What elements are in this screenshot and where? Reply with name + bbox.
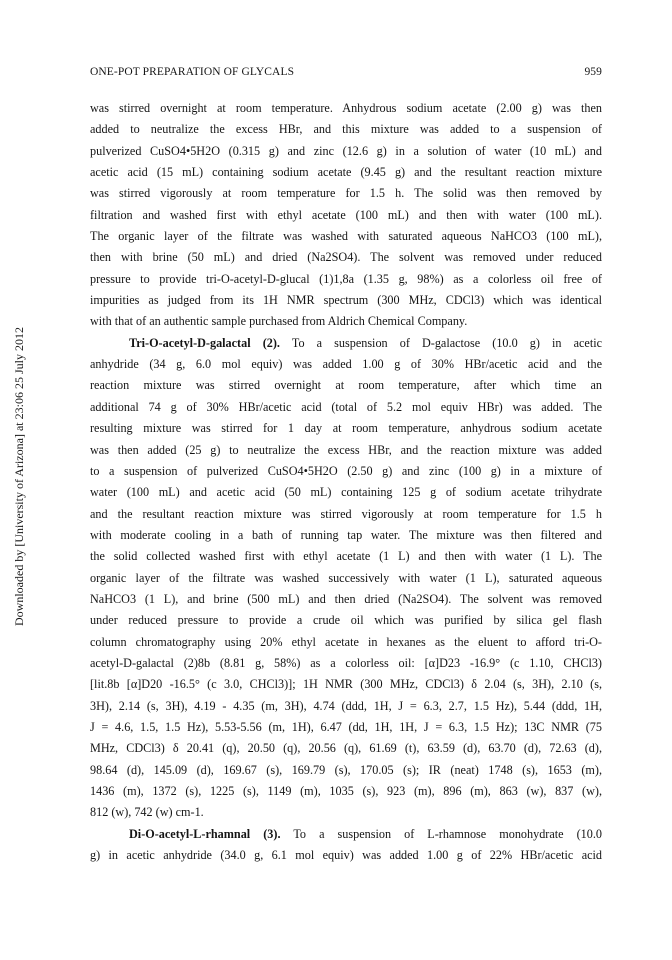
body-text-line: [90, 845, 602, 866]
body-text-line: [90, 760, 602, 781]
body-text-line: [90, 482, 602, 503]
line-text: acetic acid (15 mL) containing sodium acetate (9.45 g) and the resultant reaction mixture: [90, 165, 602, 180]
line-text: and the resultant reaction mixture was stirred vigorously at room temperature for 1.5 h: [90, 506, 602, 521]
body-text-line: [90, 504, 602, 525]
line-text: 3H), 2.14 (s, 3H), 4.19 - 4.35 (m, 3H), 4.74 (ddd, 1H, J = 6.3, 2.7, 1.5 Hz), 5.44 (ddd, 1H,: [90, 698, 602, 713]
line-text: organic layer of the filtrate was washed successively with water (1 L), saturated aqueous: [90, 570, 602, 585]
line-text: 812 (w), 742 (w) cm-1.: [90, 805, 204, 820]
line-text: NaHCO3 (1 L), and brine (500 mL) and then dried (Na2SO4). The solvent was removed: [90, 591, 602, 606]
body-text-line: [90, 375, 602, 396]
body-text-line: [90, 162, 602, 183]
line-text: was then added (25 g) to neutralize the excess HBr, and the reaction mixture was added: [90, 442, 602, 457]
download-watermark: Downloaded by [University of Arizona] at 23:06 25 July 2012: [12, 327, 26, 626]
body-text-line: [90, 311, 602, 332]
line-text: [lit.8b [α]D20 -16.5° (c 3.0, CHCl3)]; 1H NMR (300 MHz, CDCl3) δ 2.04 (s, 3H), 2.10 (s,: [90, 677, 602, 692]
compound-heading: Tri-O-acetyl-D-galactal (2).: [129, 335, 280, 350]
line-text: filtration and washed first with ethyl acetate (100 mL) and then with water (100 mL).: [90, 207, 602, 222]
line-text: with that of an authentic sample purchased from Aldrich Chemical Company.: [90, 314, 468, 329]
body-text-line: [90, 632, 602, 653]
body-text-line: [90, 696, 602, 717]
compound-heading: Di-O-acetyl-L-rhamnal (3).: [129, 826, 281, 841]
line-text: 98.64 (d), 145.09 (d), 169.67 (s), 169.79 (s), 170.05 (s); IR (neat) 1748 (s), 1653 (m),: [90, 762, 602, 777]
body-text-line: [90, 568, 602, 589]
body-text-line: [90, 653, 602, 674]
body-text-line: [90, 290, 602, 311]
body-text-line: [90, 141, 602, 162]
body-text-line: [90, 226, 602, 247]
line-text: was stirred overnight at room temperature. Anhydrous sodium acetate (2.00 g) was then: [90, 101, 602, 115]
body-text-line: [90, 269, 602, 290]
body-text-line: [90, 205, 602, 226]
body-text-line: [90, 119, 602, 140]
line-text: impurities as judged from its 1H NMR spectrum (300 MHz, CDCl3) which was identical: [90, 293, 602, 308]
running-header: [90, 66, 602, 82]
line-text: g) in acetic anhydride (34.0 g, 6.1 mol equiv) was added 1.00 g of 22% HBr/acetic acid: [90, 848, 602, 863]
body-text-line: [90, 610, 602, 631]
line-text: resulting mixture was stirred for 1 day at room temperature, anhydrous sodium acetate: [90, 421, 602, 436]
body-text-line: [90, 738, 602, 759]
body-text-line: [90, 397, 602, 418]
body-text-line: [90, 418, 602, 439]
body-text-line: [90, 440, 602, 461]
line-text: was stirred vigorously at room temperature for 1.5 h. The solid was then removed by: [90, 186, 602, 201]
body-text-line: [90, 674, 602, 695]
line-text: with moderate cooling in a bath of running tap water. The mixture was then filtered and: [90, 527, 602, 542]
body-text: [90, 98, 602, 866]
body-text-line: [90, 802, 602, 823]
line-text: To a suspension of D-galactose (10.0 g) in acetic: [279, 335, 603, 350]
line-text: J = 4.6, 1.5, 1.5 Hz), 5.53-5.56 (m, 1H), 6.47 (dd, 1H, 1H, J = 6.3, 1.5 Hz); 13C NMR (75: [90, 719, 602, 734]
line-text: The organic layer of the filtrate was washed with saturated aqueous NaHCO3 (100 mL),: [90, 229, 602, 244]
line-text: pulverized CuSO4•5H2O (0.315 g) and zinc (12.6 g) in a solution of water (10 mL) and: [90, 143, 602, 158]
line-text: under reduced pressure to provide a crude oil which was purified by silica gel flash: [90, 613, 602, 628]
line-text: reaction mixture was stirred overnight at room temperature, after which time an: [90, 378, 602, 393]
line-text: anhydride (34 g, 6.0 mol equiv) was added 1.00 g of 30% HBr/acetic acid and the: [90, 357, 602, 372]
line-text: 1436 (m), 1372 (s), 1225 (s), 1149 (m), 1035 (s), 923 (m), 896 (m), 863 (w), 837 (w),: [90, 784, 602, 798]
section-heading-line: [90, 333, 602, 354]
line-text: the solid collected washed first with ethyl acetate (1 L) and then with water (1 L). The: [90, 549, 602, 564]
line-text: added to neutralize the excess HBr, and this mixture was added to a suspension of: [90, 122, 602, 137]
line-text: to a suspension of pulverized CuSO4•5H2O (2.50 g) and zinc (100 g) in a mixture of: [90, 463, 602, 478]
running-title: ONE-POT PREPARATION OF GLYCALS: [90, 66, 295, 78]
line-text: column chromatography using 20% ethyl acetate in hexanes as the eluent to afford tri-O-: [90, 634, 602, 649]
body-text-line: [90, 461, 602, 482]
body-text-line: [90, 183, 602, 204]
body-text-line: [90, 98, 602, 119]
line-text: pressure to provide tri-O-acetyl-D-glucal (1)1,8a (1.35 g, 98%) as a colorless oil free of: [90, 271, 602, 286]
section-heading-line: [90, 824, 602, 845]
line-text: MHz, CDCl3) δ 20.41 (q), 20.50 (q), 20.56 (q), 61.69 (t), 63.59 (d), 63.70 (d), 72.63 (d),: [90, 741, 602, 756]
line-text: water (100 mL) and acetic acid (50 mL) containing 125 g of sodium acetate trihydrate: [90, 485, 602, 500]
line-text: acetyl-D-galactal (2)8b (8.81 g, 58%) as a colorless oil: [α]D23 -16.9° (c 1.10, CHCl3): [90, 655, 602, 670]
body-text-line: [90, 589, 602, 610]
body-text-line: [90, 525, 602, 546]
body-text-line: [90, 247, 602, 268]
body-text-line: [90, 717, 602, 738]
line-text: then with brine (50 mL) and dried (Na2SO4). The solvent was removed under reduced: [90, 250, 602, 265]
body-text-line: [90, 781, 602, 802]
line-text: additional 74 g of 30% HBr/acetic acid (total of 5.2 mol equiv HBr) was added. The: [90, 399, 602, 414]
page-number: 959: [584, 66, 602, 78]
body-text-line: [90, 354, 602, 375]
line-text: To a suspension of L-rhamnose monohydrate (10.0: [280, 826, 602, 841]
body-text-line: [90, 546, 602, 567]
